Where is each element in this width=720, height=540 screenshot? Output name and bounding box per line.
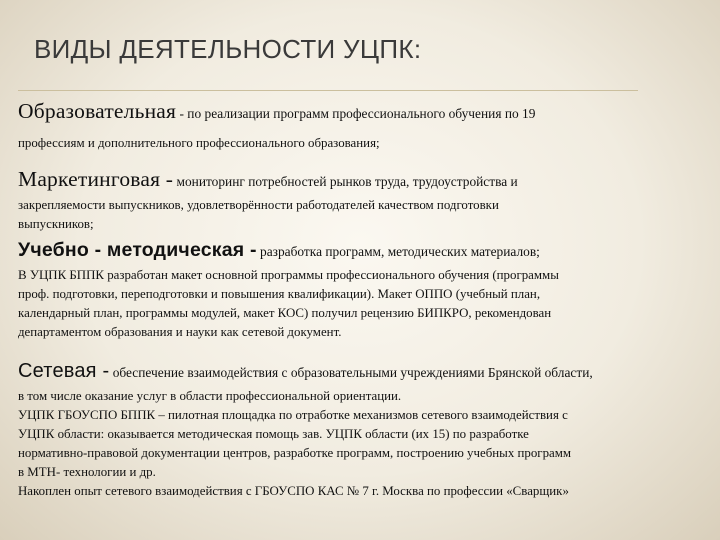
title-divider: [18, 90, 638, 91]
section-marketing: [18, 167, 710, 234]
section-network: [18, 359, 710, 501]
section-text-line: В УЦПК БППК разработан макет основной программы профессионального обучения (программы: [18, 268, 559, 282]
section-text-line: закрепляемости выпускников, удовлетворённости работодателей качеством подготовки: [18, 198, 499, 212]
section-heading-line: [18, 167, 710, 194]
section-text-line: департаментом образования и науки как сетевой документ.: [18, 325, 342, 339]
section-intro: мониторинг потребностей рынков труда, трудоустройства и: [173, 174, 518, 189]
section-intro: разработка программ, методических материалов;: [256, 244, 540, 259]
section-text-line: УЦПК области: оказывается методическая помощь зав. УЦПК области (их 15) по разработке: [18, 427, 529, 441]
section-heading: Образовательная: [18, 99, 177, 123]
section-text-line: календарный план, программы модулей, макет КОС) получил рецензию БИПКРО, рекомендован: [18, 306, 552, 320]
section-heading: Учебно - методическая -: [18, 239, 257, 261]
section-text-line: проф. подготовки, переподготовки и повышения квалификации). Макет ОППО (учебный план,: [18, 287, 541, 301]
section-heading: Сетевая -: [18, 360, 110, 382]
section-text-line: выпускников;: [18, 217, 94, 231]
section-text-line: в МТН- технологии и др.: [18, 465, 156, 479]
section-heading-line: [18, 359, 710, 385]
section-text-line: в том числе оказание услуг в области профессиональной ориентации.: [18, 389, 402, 403]
section-text-line: УЦПК ГБОУСПО БППК – пилотная площадка по отработке механизмов сетевого взаимодействия с: [18, 408, 568, 422]
section-intro: обеспечение взаимодействия с образовательными учреждениями Брянской области,: [109, 365, 593, 380]
section-text-line: Накоплен опыт сетевого взаимодействия с ГБОУСПО КАС № 7 г. Москва по профессии «Сварщик»: [18, 484, 569, 498]
section-heading: Маркетинговая -: [18, 167, 174, 191]
section-text-line: профессиям и дополнительного профессионального образования;: [18, 136, 380, 150]
section-methodological: [18, 238, 710, 342]
section-heading-line: [18, 238, 710, 264]
section-text-line: нормативно-правовой документации центров, разработке программ, построению учебных программ: [18, 446, 572, 460]
section-intro: - по реализации программ профессионального обучения по 19: [176, 106, 536, 121]
slide-title: ВИДЫ ДЕЯТЕЛЬНОСТИ УЦПК:: [34, 34, 422, 64]
section-educational: [18, 99, 710, 153]
section-heading-line: [18, 99, 710, 126]
